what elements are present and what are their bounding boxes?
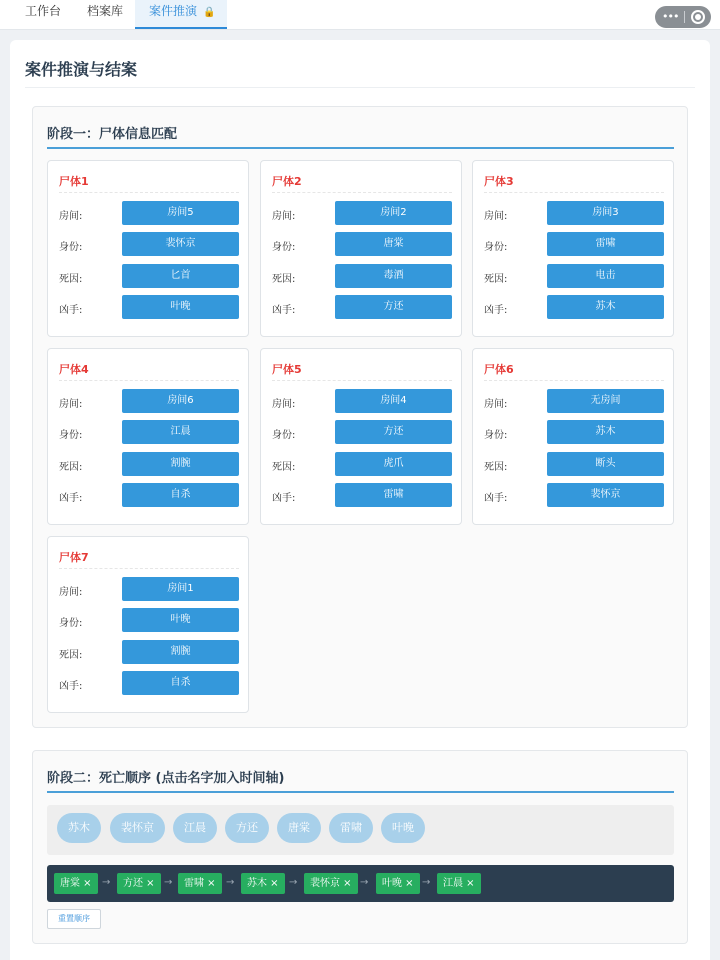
top-tab-bar (0, 0, 720, 30)
field-select-killer[interactable]: 裴怀京 (547, 483, 664, 507)
field-select-room[interactable]: 房间2 (335, 201, 452, 225)
arrow-right-icon: → (360, 877, 369, 888)
page-title: 案件推演与结案 (25, 60, 138, 79)
field-select-cause[interactable]: 毒酒 (335, 264, 452, 288)
field-select-killer[interactable]: 方还 (335, 295, 452, 319)
field-label-killer: 凶手: (59, 681, 83, 692)
field-select-room[interactable]: 房间6 (122, 389, 239, 413)
field-label-room: 房间: (484, 399, 508, 410)
field-label-room: 房间: (272, 211, 296, 222)
card-divider (59, 192, 239, 193)
field-select-room[interactable]: 房间4 (335, 389, 452, 413)
timeline-chip[interactable]: 苏木 × (241, 873, 285, 894)
tab-archive[interactable] (87, 0, 123, 29)
field-select-identity[interactable]: 方还 (335, 420, 452, 444)
timeline-chip[interactable]: 方还 × (117, 873, 161, 894)
reset-order-button[interactable]: 重置顺序 (47, 909, 101, 929)
card-divider (272, 192, 452, 193)
tab-label: 档案库 (87, 4, 124, 18)
card-divider (59, 568, 239, 569)
mini-program-capsule (655, 6, 711, 28)
card-divider (484, 380, 664, 381)
timeline-chip[interactable]: 叶晚 × (376, 873, 420, 894)
field-select-killer[interactable]: 雷啸 (335, 483, 452, 507)
name-pill[interactable]: 叶晚 (381, 813, 425, 843)
card-divider (59, 380, 239, 381)
field-label-room: 房间: (59, 399, 83, 410)
title-divider (25, 87, 695, 88)
body-card-title: 尸体7 (59, 551, 89, 564)
tab-workbench[interactable] (25, 0, 61, 29)
field-label-identity: 身份: (59, 618, 83, 629)
field-label-killer: 凶手: (484, 493, 508, 504)
field-label-cause: 死因: (59, 274, 83, 285)
name-pill[interactable]: 苏木 (57, 813, 101, 843)
name-pill[interactable]: 唐棠 (277, 813, 321, 843)
field-select-killer[interactable]: 自杀 (122, 483, 239, 507)
name-pill[interactable]: 江晨 (173, 813, 217, 843)
field-select-identity[interactable]: 唐棠 (335, 232, 452, 256)
death-timeline (47, 865, 674, 902)
field-select-room[interactable]: 房间1 (122, 577, 239, 601)
field-label-room: 房间: (59, 211, 83, 222)
arrow-right-icon: → (422, 877, 431, 888)
field-label-killer: 凶手: (59, 305, 83, 316)
body-card-title: 尸体5 (272, 363, 302, 376)
field-label-cause: 死因: (484, 274, 508, 285)
stage-2-title: 阶段二：死亡顺序 (点击名字加入时间轴) (47, 771, 285, 786)
field-label-room: 房间: (484, 211, 508, 222)
field-label-cause: 死因: (484, 462, 508, 473)
capsule-divider (684, 11, 685, 23)
stage-1-title: 阶段一：尸体信息匹配 (47, 127, 178, 142)
arrow-right-icon: → (226, 877, 235, 888)
arrow-right-icon: → (289, 877, 298, 888)
field-label-identity: 身份: (59, 242, 83, 253)
field-select-room[interactable]: 房间5 (122, 201, 239, 225)
field-label-identity: 身份: (59, 430, 83, 441)
field-label-cause: 死因: (272, 274, 296, 285)
body-card (472, 160, 674, 337)
name-pill[interactable]: 方还 (225, 813, 269, 843)
field-label-cause: 死因: (272, 462, 296, 473)
body-card (260, 160, 462, 337)
name-pill[interactable]: 雷啸 (329, 813, 373, 843)
field-select-cause[interactable]: 割腕 (122, 452, 239, 476)
arrow-right-icon: → (164, 877, 173, 888)
field-select-cause[interactable]: 断头 (547, 452, 664, 476)
lock-icon: 🔒 (203, 7, 216, 18)
field-select-cause[interactable]: 割腕 (122, 640, 239, 664)
body-card (47, 348, 249, 525)
field-select-cause[interactable]: 匕首 (122, 264, 239, 288)
field-select-cause[interactable]: 虎爪 (335, 452, 452, 476)
timeline-chip[interactable]: 裴怀京 × (304, 873, 358, 894)
field-label-room: 房间: (59, 587, 83, 598)
body-card-title: 尸体2 (272, 175, 302, 188)
field-select-identity[interactable]: 叶晚 (122, 608, 239, 632)
stage-1-section (32, 106, 688, 728)
stage-2-divider (47, 791, 674, 793)
body-card (47, 536, 249, 713)
body-card-title: 尸体1 (59, 175, 89, 188)
field-select-identity[interactable]: 江晨 (122, 420, 239, 444)
field-select-killer[interactable]: 叶晚 (122, 295, 239, 319)
field-label-killer: 凶手: (59, 493, 83, 504)
target-circle-icon[interactable] (691, 10, 705, 24)
field-label-cause: 死因: (59, 462, 83, 473)
field-label-killer: 凶手: (272, 305, 296, 316)
stage-1-divider (47, 147, 674, 149)
timeline-chip[interactable]: 唐棠 × (54, 873, 98, 894)
field-label-killer: 凶手: (272, 493, 296, 504)
field-select-cause[interactable]: 电击 (547, 264, 664, 288)
field-label-identity: 身份: (484, 430, 508, 441)
field-label-room: 房间: (272, 399, 296, 410)
body-card-title: 尸体4 (59, 363, 89, 376)
field-label-identity: 身份: (272, 430, 296, 441)
timeline-chip[interactable]: 雷啸 × (178, 873, 222, 894)
field-select-identity[interactable]: 裴怀京 (122, 232, 239, 256)
field-select-room[interactable]: 房间3 (547, 201, 664, 225)
tab-label: 工作台 (25, 4, 62, 18)
timeline-chip[interactable]: 江晨 × (437, 873, 481, 894)
field-label-killer: 凶手: (484, 305, 508, 316)
field-label-cause: 死因: (59, 650, 83, 661)
arrow-right-icon: → (102, 877, 111, 888)
more-dots-icon[interactable]: ••• (662, 10, 679, 23)
field-select-identity[interactable]: 雷啸 (547, 232, 664, 256)
field-select-killer[interactable]: 苏木 (547, 295, 664, 319)
body-card-title: 尸体3 (484, 175, 514, 188)
tab-case-deduction[interactable] (135, 0, 227, 29)
field-select-identity[interactable]: 苏木 (547, 420, 664, 444)
body-card (47, 160, 249, 337)
name-pool (47, 805, 674, 855)
body-card (260, 348, 462, 525)
tab-label: 案件推演 (149, 4, 198, 18)
card-divider (484, 192, 664, 193)
stage-2-section (32, 750, 688, 944)
card-divider (272, 380, 452, 381)
field-label-identity: 身份: (272, 242, 296, 253)
name-pill[interactable]: 裴怀京 (110, 813, 165, 843)
body-card-title: 尸体6 (484, 363, 514, 376)
field-select-killer[interactable]: 自杀 (122, 671, 239, 695)
field-label-identity: 身份: (484, 242, 508, 253)
body-card (472, 348, 674, 525)
field-select-room[interactable]: 无房间 (547, 389, 664, 413)
